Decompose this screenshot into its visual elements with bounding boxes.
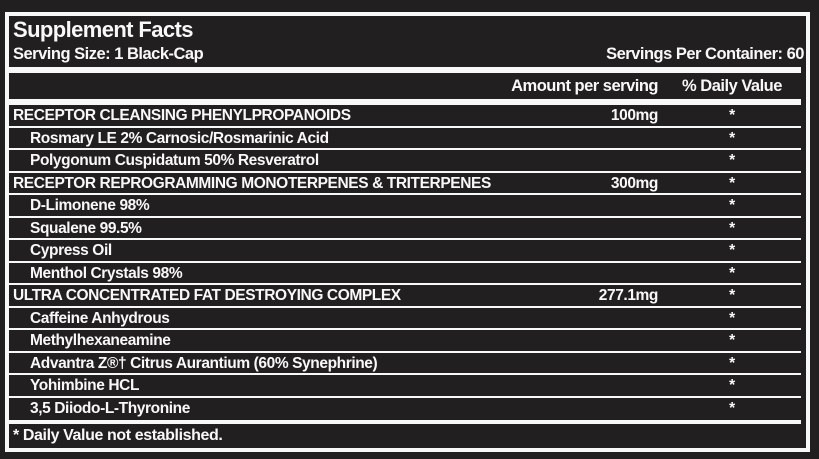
ingredient-row <box>9 353 806 376</box>
ingredient-name: Rosmary LE 2% Carnosic/Rosmarinic Acid <box>30 129 329 147</box>
serving-info-row <box>9 43 806 67</box>
ingredient-row <box>9 285 806 308</box>
ingredient-daily-value: * <box>729 152 735 170</box>
ingredient-row <box>9 330 806 353</box>
ingredient-daily-value: * <box>729 129 735 147</box>
ingredient-row <box>9 375 806 398</box>
column-header-row <box>9 73 806 99</box>
ingredient-row <box>9 173 806 196</box>
ingredient-name: ULTRA CONCENTRATED FAT DESTROYING COMPLEX <box>13 287 401 305</box>
ingredient-daily-value: * <box>729 332 735 350</box>
ingredient-daily-value: * <box>729 287 735 305</box>
ingredient-daily-value: * <box>729 219 735 237</box>
ingredient-name: Yohimbine HCL <box>30 377 140 395</box>
ingredient-name: Polygonum Cuspidatum 50% Resveratrol <box>30 152 319 170</box>
ingredient-daily-value: * <box>729 377 735 395</box>
ingredient-daily-value: * <box>729 264 735 282</box>
ingredient-name: Cypress Oil <box>30 242 112 260</box>
servings-per-container-text: Servings Per Container: 60 <box>606 45 804 63</box>
ingredient-name: Caffeine Anhydrous <box>30 309 170 327</box>
ingredient-row <box>9 263 806 286</box>
supplement-facts-panel <box>5 12 810 452</box>
daily-value-footnote: * Daily Value not established. <box>13 427 223 444</box>
ingredient-name: RECEPTOR CLEANSING PHENYLPROPANOIDS <box>13 107 351 125</box>
amount-column-header: Amount per serving <box>511 77 658 95</box>
serving-size-text: Serving Size: 1 Black-Cap <box>13 45 204 63</box>
ingredient-row <box>9 195 806 218</box>
panel-header <box>9 16 806 43</box>
ingredient-name: Advantra Z®† Citrus Aurantium (60% Synephrine) <box>30 354 378 372</box>
ingredient-row <box>9 240 806 263</box>
ingredient-row <box>9 105 806 128</box>
ingredient-row <box>9 398 806 421</box>
ingredient-daily-value: * <box>729 309 735 327</box>
ingredient-daily-value: * <box>729 242 735 260</box>
ingredient-name: Squalene 99.5% <box>30 219 142 237</box>
panel-title: Supplement Facts <box>13 17 193 42</box>
ingredient-amount: 277.1mg <box>598 287 658 305</box>
ingredient-daily-value: * <box>729 399 735 417</box>
ingredient-row <box>9 308 806 331</box>
ingredient-daily-value: * <box>729 107 735 125</box>
ingredient-daily-value: * <box>729 354 735 372</box>
ingredient-daily-value: * <box>729 197 735 215</box>
ingredient-row <box>9 150 806 173</box>
ingredient-name: D-Limonene 98% <box>30 197 150 215</box>
ingredient-rows <box>9 105 806 420</box>
ingredient-name: Methylhexaneamine <box>30 332 171 350</box>
ingredient-row <box>9 218 806 241</box>
ingredient-name: RECEPTOR REPROGRAMMING MONOTERPENES & TRITERPENES <box>13 174 491 192</box>
ingredient-amount: 300mg <box>610 174 658 192</box>
ingredient-daily-value: * <box>729 174 735 192</box>
daily-value-column-header: % Daily Value <box>682 77 782 95</box>
ingredient-name: 3,5 Diiodo-L-Thyronine <box>30 399 190 417</box>
ingredient-amount: 100mg <box>610 107 658 125</box>
ingredient-name: Menthol Crystals 98% <box>30 264 183 282</box>
ingredient-row <box>9 128 806 151</box>
